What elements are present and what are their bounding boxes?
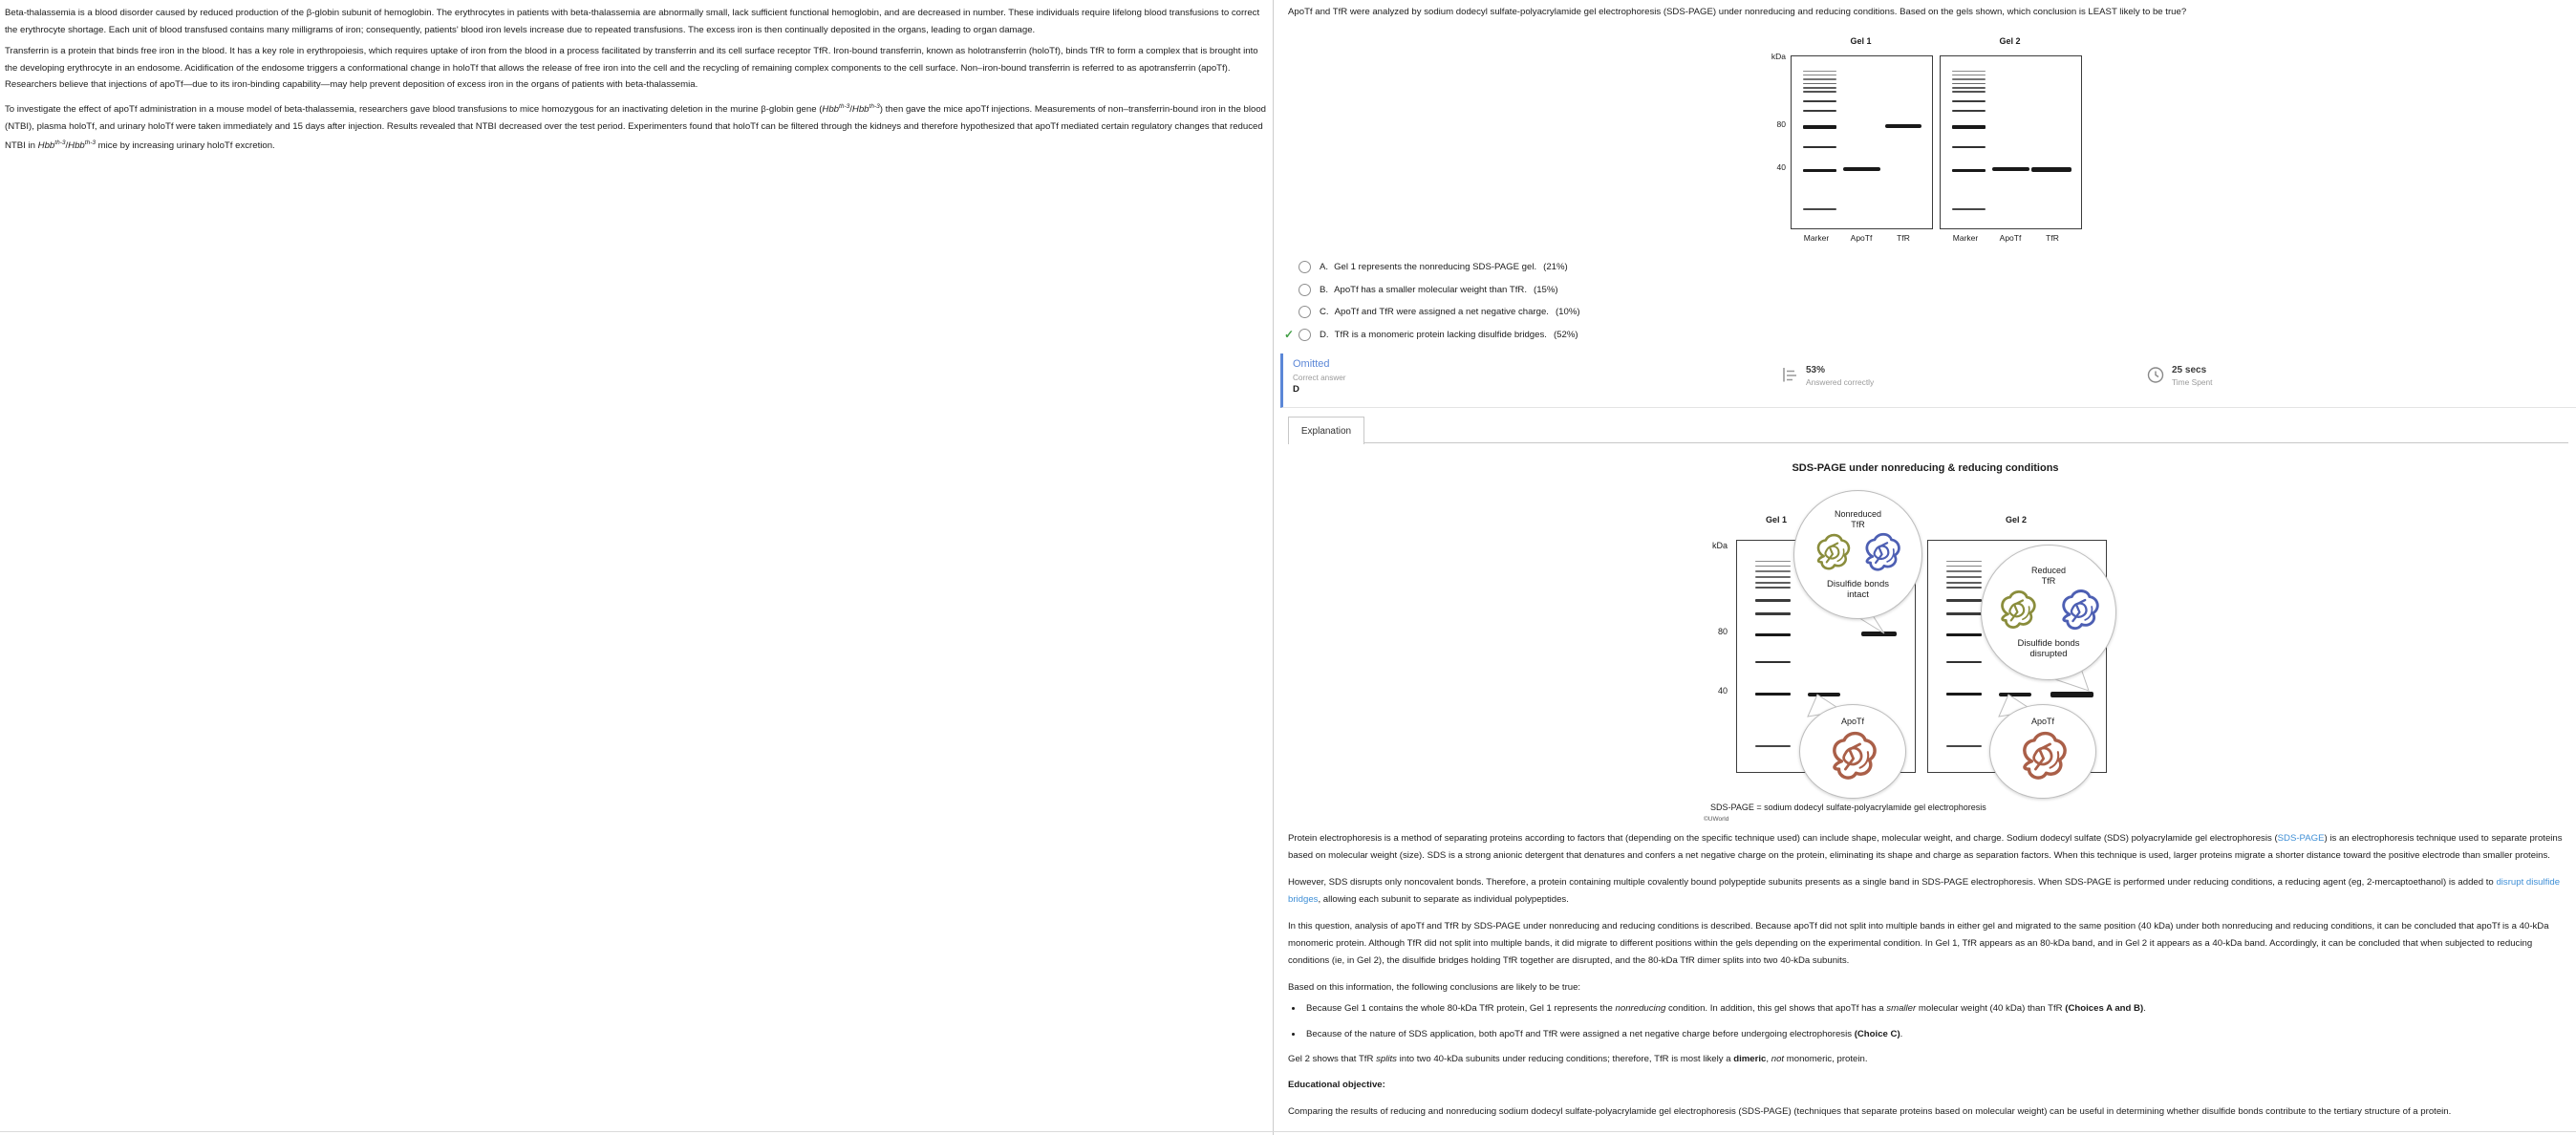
gel1-apotf-band	[1843, 167, 1879, 171]
choice-a-letter: A.	[1320, 262, 1329, 273]
radio-choice-b[interactable]	[1299, 284, 1311, 296]
marker-band	[1803, 110, 1836, 113]
exp-tick-80: 80	[1717, 627, 1728, 636]
reduced-tfr-callout	[1981, 545, 2116, 680]
gel1-tfr-band	[1885, 124, 1921, 129]
gel1-lane-tfr: TfR	[1897, 233, 1910, 243]
reduced-tfr-protein-icon	[1990, 586, 2107, 638]
answered-correctly-stat	[1780, 365, 1874, 387]
explanation-figure-title: SDS-PAGE under nonreducing & reducing conditions	[1792, 462, 2059, 474]
marker-band	[1755, 745, 1791, 747]
exp-gel2-tfr-band	[2050, 692, 2093, 697]
apotf-protein-icon	[1823, 727, 1882, 786]
question-stem: ApoTf and TfR were analyzed by sodium dodecyl sulfate-polyacrylamide gel electrophoresis (SDS-PAGE) under nonreducing and reducing conditions. Based on the gels shown, which conclusion is LEAST likely to be true?	[1288, 7, 2187, 17]
exp-gel1-marker-lane	[1755, 541, 1791, 772]
marker-band	[1946, 612, 1982, 615]
tab-explanation[interactable]: Explanation	[1288, 417, 1364, 444]
radio-choice-a[interactable]	[1299, 261, 1311, 273]
exp-gel2-title: Gel 2	[2005, 515, 2027, 525]
question-pane	[1280, 0, 2576, 1135]
explanation-paragraph-2: However, SDS disrupts only noncovalent bonds. Therefore, a protein containing multiple covalently bound polypeptide subunits presents as a single band in SDS-PAGE electrophoresis. When SDS-PAGE is performed under reducing conditions, a reducing agent (eg, 2-mercaptoethanol) is added to disrupt disulfide bridges, allowing each subunit to separate as individual polypeptides.	[1288, 876, 2561, 906]
exp-gel1-title: Gel 1	[1765, 515, 1787, 525]
explanation-paragraph-1: Protein electrophoresis is a method of separating proteins according to factors that (depending on the specific technique used) can include shape, molecular weight, and charge. Sodium dodecyl sulfate (SDS) polyacrylamide gel electrophoresis (SDS-PAGE) is an electrophoresis technique used to separate proteins based on molecular weight (size). SDS is a strong anionic detergent that denatures and confers a net negative charge on the protein, eliminating its shape and charge as separation factors. When this technique is used, larger proteins migrate a shorter distance toward the positive electrode than smaller proteins.	[1288, 833, 2563, 862]
marker-band	[1946, 576, 1982, 578]
gel2-tfr-band	[2031, 167, 2072, 172]
nonreduced-tfr-callout	[1793, 490, 1922, 619]
marker-band	[1946, 570, 1982, 572]
choice-c-text: ApoTf and TfR were assigned a net negative charge.	[1334, 307, 1549, 318]
choice-c[interactable]	[1284, 301, 1580, 324]
tick-80: 80	[1776, 119, 1786, 129]
educational-objective-label: Educational objective:	[1288, 1080, 1385, 1091]
exp-gel2-marker-lane	[1946, 541, 1982, 772]
apotf-protein-icon	[2013, 727, 2072, 786]
marker-band	[1803, 100, 1836, 103]
conclusion-bullet-1: • Because Gel 1 contains the whole 80-kDa TfR protein, Gel 1 represents the nonreducing condition. In addition, this gel shows that apoTf has a smaller molecular weight (40 kDa) than TfR (Choices A and B).	[1303, 1000, 2572, 1017]
answer-choices	[1284, 256, 1580, 346]
disulfide-disrupted-line2: disrupted	[2029, 649, 2068, 659]
choice-d-percent: (52%)	[1553, 329, 1578, 340]
correct-check-icon: ✓	[1284, 328, 1295, 342]
marker-band	[1755, 576, 1791, 578]
apotf-callout-gel1	[1799, 704, 1906, 799]
disulfide-intact-line2: intact	[1847, 589, 1869, 600]
choice-a-percent: (21%)	[1543, 262, 1568, 273]
marker-band	[1952, 146, 1986, 149]
radio-choice-c[interactable]	[1299, 306, 1311, 318]
correct-answer-label: Correct answer	[1293, 374, 1346, 382]
choice-c-letter: C.	[1320, 307, 1329, 318]
conclusion-bullet-2: • Because of the nature of SDS application, both apoTf and TfR were assigned a net negative charge before undergoing electrophoresis (Choice C).	[1303, 1026, 2572, 1043]
gel2-title: Gel 2	[1999, 36, 2021, 46]
marker-band	[1946, 633, 1982, 637]
answered-label: Answered correctly	[1806, 377, 1875, 387]
pane-divider	[1273, 0, 1274, 1135]
figure-caption: SDS-PAGE = sodium dodecyl sulfate-polyacrylamide gel electrophoresis	[1710, 803, 1986, 812]
explanation-based-line: Based on this information, the following conclusions are likely to be true:	[1288, 981, 1581, 993]
marker-band	[1755, 599, 1791, 602]
choice-b-letter: B.	[1320, 284, 1329, 295]
gel1-marker-lane	[1803, 56, 1836, 228]
marker-band	[1946, 566, 1982, 567]
gel2-lane-apotf: ApoTf	[1999, 233, 2022, 243]
marker-band	[1946, 582, 1982, 584]
gel2-lane-tfr: TfR	[2046, 233, 2059, 243]
kda-axis-label: kDa	[1771, 52, 1786, 61]
marker-band	[1952, 87, 1986, 89]
tab-divider	[1288, 442, 2568, 443]
choice-d-letter: D.	[1320, 329, 1329, 340]
exp-kda-axis-label: kDa	[1711, 541, 1728, 550]
clock-icon	[2146, 365, 2165, 384]
time-spent-stat	[2146, 365, 2213, 387]
marker-band	[1803, 208, 1836, 210]
marker-band	[1946, 561, 1982, 562]
marker-band	[1755, 612, 1791, 615]
disulfide-intact-line1: Disulfide bonds	[1827, 579, 1889, 589]
passage-pane	[0, 0, 1272, 160]
bar-chart-icon	[1780, 365, 1799, 384]
time-spent-label: Time Spent	[2172, 377, 2213, 387]
bottom-divider	[0, 1131, 2576, 1132]
marker-band	[1952, 100, 1986, 103]
choice-d-text: TfR is a monomeric protein lacking disulfide bridges.	[1334, 329, 1547, 340]
exp-gel1-tfr-band	[1861, 632, 1897, 636]
choice-c-percent: (10%)	[1555, 307, 1580, 318]
figure-credit: ©UWorld	[1704, 816, 1729, 823]
time-spent-value: 25 secs	[2172, 365, 2207, 375]
marker-band	[1952, 83, 1986, 85]
correct-answer-value: D	[1293, 384, 1299, 395]
educational-objective-text: Comparing the results of reducing and nonreducing sodium dodecyl sulfate-polyacrylamide gel electrophoresis (SDS-PAGE) (techniques that separate proteins based on molecular weight) can be useful in determining whether disulfide bonds contribute to the tertiary structure of a protein.	[1288, 1105, 2452, 1117]
nonreduced-label-line2: TfR	[1851, 519, 1865, 529]
marker-band	[1803, 146, 1836, 149]
marker-band	[1755, 561, 1791, 562]
gel2-apotf-band	[1992, 167, 2029, 171]
conclusion-list	[1303, 1000, 2572, 1043]
choice-b-percent: (15%)	[1534, 284, 1558, 295]
marker-band	[1755, 633, 1791, 637]
gel1-lane-marker: Marker	[1803, 233, 1830, 243]
tick-40: 40	[1776, 162, 1786, 172]
marker-band	[1803, 169, 1836, 173]
reduced-label-line1: Reduced	[2030, 566, 2067, 575]
marker-band	[1803, 91, 1836, 93]
marker-band	[1952, 169, 1986, 173]
explanation-gel2-line: Gel 2 shows that TfR splits into two 40-kDa subunits under reducing conditions; therefore, TfR is most likely a dimeric, not monomeric, protein.	[1288, 1054, 1868, 1065]
marker-band	[1755, 587, 1791, 589]
radio-choice-d[interactable]	[1299, 329, 1311, 341]
explanation-figure	[1701, 460, 2150, 828]
gel2-box	[1940, 55, 2082, 229]
reduced-label-line2: TfR	[2041, 575, 2056, 586]
nonreduced-tfr-protein-icon	[1807, 529, 1910, 579]
marker-band	[1803, 71, 1836, 72]
question-gel-figure	[1763, 34, 2097, 252]
marker-band	[1946, 599, 1982, 602]
marker-band	[1952, 110, 1986, 113]
explanation-body	[1288, 830, 2572, 1129]
gel1-box	[1791, 55, 1933, 229]
marker-band	[1755, 661, 1791, 664]
marker-band	[1803, 83, 1836, 85]
inline-link[interactable]: disrupt disulfide bridges	[1288, 876, 2561, 906]
gel2-lane-marker: Marker	[1952, 233, 1979, 243]
inline-link[interactable]: SDS-PAGE	[2277, 833, 2325, 844]
choice-a-text: Gel 1 represents the nonreducing SDS-PAGE gel.	[1334, 262, 1537, 273]
choice-b-text: ApoTf has a smaller molecular weight than TfR.	[1334, 284, 1527, 295]
marker-band	[1755, 693, 1791, 696]
choice-d[interactable]	[1284, 324, 1580, 347]
gel1-title: Gel 1	[1850, 36, 1872, 46]
marker-band	[1946, 587, 1982, 589]
marker-band	[1946, 745, 1982, 747]
marker-band	[1946, 693, 1982, 696]
marker-band	[1755, 582, 1791, 584]
marker-band	[1952, 71, 1986, 72]
apotf-label-gel2: ApoTf	[2030, 717, 2054, 727]
disulfide-disrupted-line1: Disulfide bonds	[2017, 638, 2080, 649]
exp-gel2-apotf-band	[1999, 693, 2030, 696]
exp-tick-40: 40	[1717, 686, 1728, 696]
nonreduced-label-line1: Nonreduced	[1834, 509, 1882, 519]
passage-paragraph-3: To investigate the effect of apoTf administration in a mouse model of beta-thalassemia, researchers gave blood transfusions to mice homozygous for an inactivating deletion in the murine β-globin gene (Hbb$^{th-3}$/Hbb$^{th-3}$) then gave the mice apoTf injections. Measurements of non–transferrin-bound iron in the blood (NTBI), plasma holoTf, and urinary holoTf were taken immediately and 15 days after injection. Results revealed that NTBI decreased over the test period. Experimenters found that holoTf can be filtered through the kidneys and therefore hypothesized that apoTf mediated certain regulatory changes that reduced NTBI in Hbb$^{th-3}$/Hbb$^{th-3}$ mice by increasing urinary holoTf excretion.	[5, 102, 1267, 152]
exp-gel1-apotf-band	[1808, 693, 1839, 696]
marker-band	[1755, 570, 1791, 572]
marker-band	[1952, 125, 1986, 129]
marker-band	[1755, 566, 1791, 567]
marker-band	[1952, 91, 1986, 93]
answered-percent: 53%	[1806, 365, 1826, 375]
choice-b[interactable]	[1284, 279, 1580, 302]
apotf-callout-gel2	[1989, 704, 2096, 799]
marker-band	[1946, 661, 1982, 664]
marker-band	[1952, 208, 1986, 210]
marker-band	[1803, 125, 1836, 129]
choice-a[interactable]	[1284, 256, 1580, 279]
gel2-marker-lane	[1952, 56, 1986, 228]
marker-band	[1803, 78, 1836, 80]
explanation-paragraph-3: In this question, analysis of apoTf and TfR by SDS-PAGE under nonreducing and reducing conditions is described. Because apoTf did not split into multiple bands in either gel and migrated to the same position (40 kDa) under both nonreducing and reducing conditions, it can be concluded that apoTf is a 40-kDa monomeric protein. Although TfR did not split into multiple bands, it did migrate to different positions within the gels depending on the experimental condition. In Gel 1, TfR appears as an 80-kDa band, and in Gel 2 it appears as a 40-kDa band. Accordingly, it can be concluded that when subjected to reducing conditions (ie, in Gel 2), the disulfide bridges holding TfR together are disrupted, and the 80-kDa TfR dimer splits into two 40-kDa subunits.	[1288, 920, 2549, 967]
passage-paragraph-1: Beta-thalassemia is a blood disorder caused by reduced production of the β-globin subunit of hemoglobin. The erythrocytes in patients with beta-thalassemia are abnormally small, lack sufficient functional hemoglobin, and are decreased in number. These individuals require lifelong blood transfusions to correct the erythrocyte shortage. Each unit of blood transfused contains many milligrams of iron; consequently, patients' blood iron levels increase due to repeated transfusions. The excess iron is then continually deposited in the organs, leading to organ damage.	[5, 8, 1260, 35]
status-badge: Omitted	[1293, 358, 1330, 370]
marker-band	[1803, 87, 1836, 89]
gel1-lane-apotf: ApoTf	[1850, 233, 1873, 243]
apotf-label-gel1: ApoTf	[1840, 717, 1864, 727]
passage-paragraph-2: Transferrin is a protein that binds free iron in the blood. It has a key role in erythropoiesis, which requires uptake of iron from the blood in a process facilitated by transferrin and its cell surface receptor TfR. Iron-bound transferrin, known as holotransferrin (holoTf), binds TfR to form a complex that is brought into the developing erythrocyte in an endosome. Acidification of the endosome triggers a conformational change in holoTf that allows the release of free iron into the cell and the recycling of remaining complex components to the cell surface. Non–iron-bound transferrin is referred to as apotransferrin (apoTf). Researchers believe that injections of apoTf—due to its iron-binding capability—may help prevent deposition of excess iron in the organs of patients with beta-thalassemia.	[5, 46, 1258, 91]
result-summary	[1280, 353, 2576, 408]
marker-band	[1952, 78, 1986, 80]
